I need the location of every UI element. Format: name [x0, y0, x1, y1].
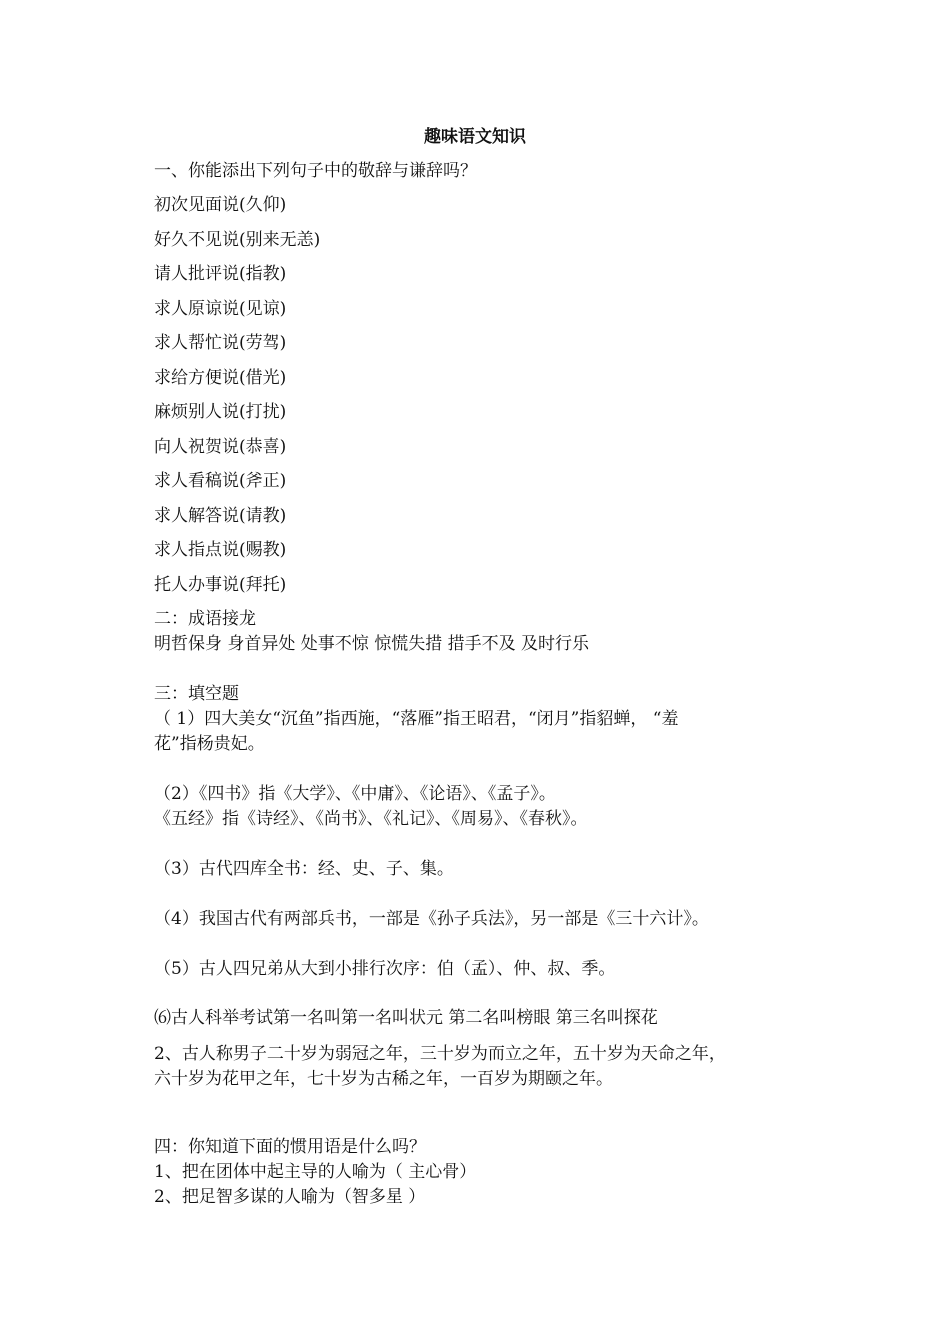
list-item: 求人原谅说(见谅)	[154, 299, 287, 319]
question-1-line2: 花”指杨贵妃。	[154, 734, 265, 754]
question-2-line1: （2）《四书》指《大学》、《中庸》、《论语》、《孟子》。	[154, 784, 556, 804]
question-4: （4）我国古代有两部兵书，一部是《孙子兵法》，另一部是《三十六计》。	[154, 909, 709, 929]
document-title: 趣味语文知识	[424, 127, 526, 147]
question-6: ⑹古人科举考试第一名叫第一名叫状元 第二名叫榜眼 第三名叫探花	[154, 1008, 658, 1028]
list-item: 求人解答说(请教)	[154, 506, 287, 526]
list-item: 麻烦别人说(打扰)	[154, 402, 287, 422]
question-1-line1: （ 1）四大美女“沉鱼”指西施，“落雁”指王昭君，“闭月”指貂蝉， “羞	[154, 709, 679, 729]
section4-heading: 四：你知道下面的惯用语是什么吗？	[154, 1137, 426, 1157]
list-item: 托人办事说(拜托)	[154, 575, 287, 595]
list-item: 请人批评说(指教)	[154, 264, 287, 284]
list-item: 求人帮忙说(劳驾)	[154, 333, 287, 353]
list-item: 初次见面说(久仰)	[154, 195, 287, 215]
idiom-chain: 明哲保身 身首异处 处事不惊 惊慌失措 措手不及 及时行乐	[154, 634, 590, 654]
list-item: 向人祝贺说(恭喜)	[154, 437, 287, 457]
list-item: 求给方便说(借光)	[154, 368, 287, 388]
question-3: （3）古代四库全书：经、史、子、集。	[154, 859, 454, 879]
question-2-line2: 《五经》指《诗经》、《尚书》、《礼记》、《周易》、《春秋》。	[154, 809, 588, 829]
section3-heading: 三：填空题	[154, 684, 239, 704]
list-item: 求人指点说(赐教)	[154, 540, 287, 560]
section1-heading: 一、你能添出下列句子中的敬辞与谦辞吗？	[154, 161, 477, 181]
section2-heading: 二：成语接龙	[154, 609, 256, 629]
list-item: 好久不见说(别来无恙)	[154, 230, 321, 250]
question-5: （5）古人四兄弟从大到小排行次序：伯（孟）、仲、叔、季。	[154, 959, 616, 979]
list-item: 1、把在团体中起主导的人喻为（ 主心骨）	[154, 1162, 477, 1182]
list-item: 求人看稿说(斧正)	[154, 471, 287, 491]
question-7-line1: 2、古人称男子二十岁为弱冠之年，三十岁为而立之年，五十岁为天命之年，	[154, 1044, 726, 1064]
question-7-line2: 六十岁为花甲之年，七十岁为古稀之年，一百岁为期颐之年。	[154, 1069, 613, 1089]
list-item: 2、把足智多谋的人喻为（智多星 ）	[154, 1187, 426, 1207]
